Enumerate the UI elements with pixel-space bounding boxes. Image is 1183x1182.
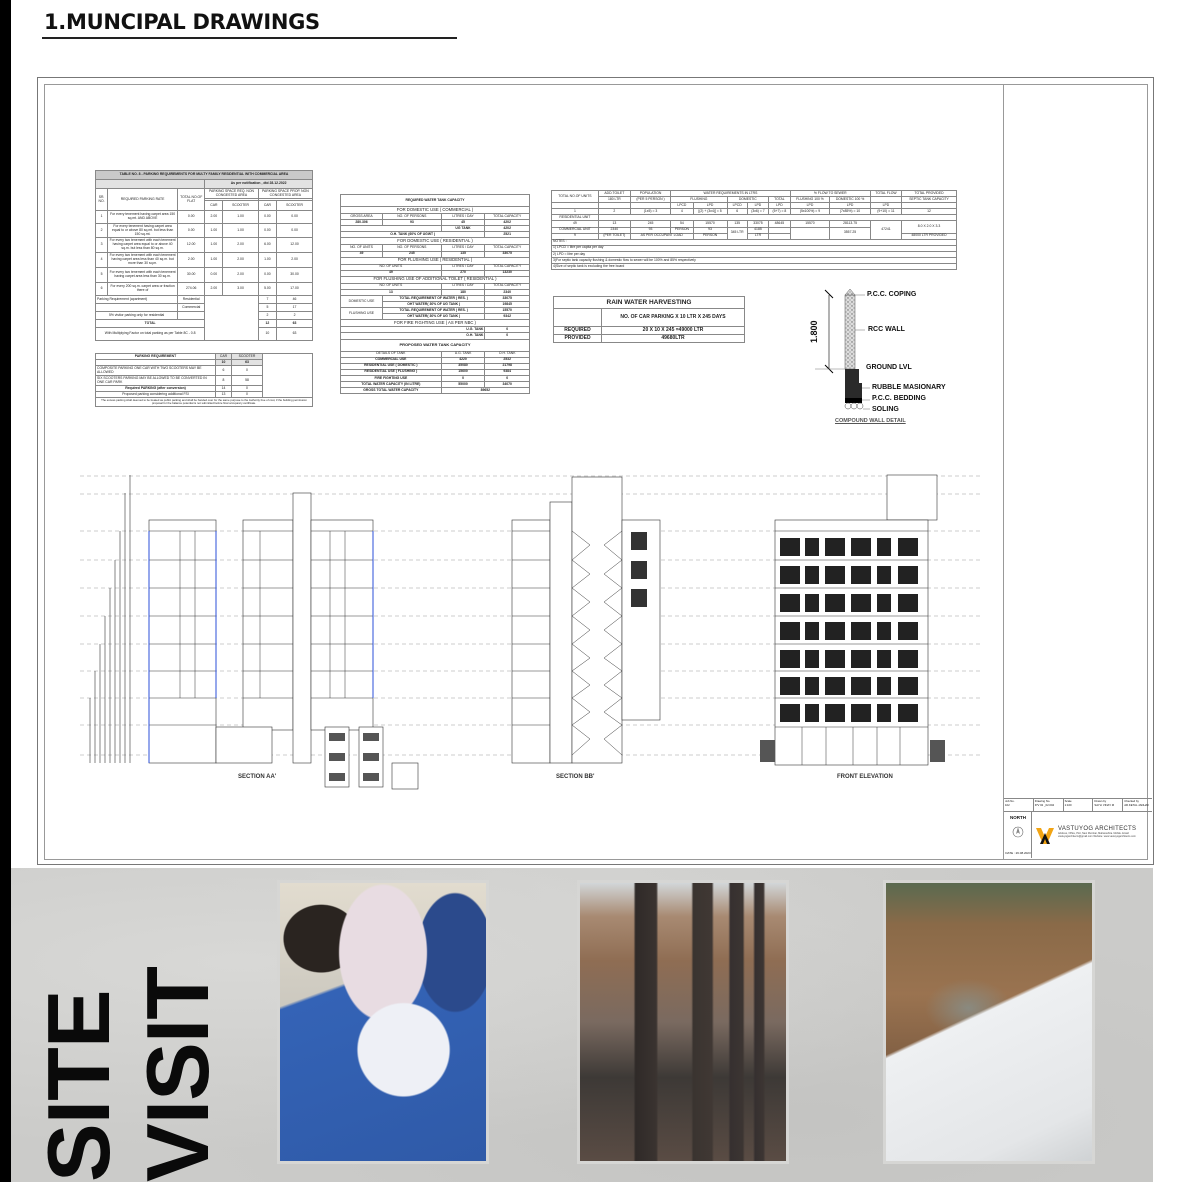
table-cell: LPD bbox=[870, 203, 901, 209]
table-cell bbox=[205, 296, 258, 341]
table-cell: 0 bbox=[231, 392, 262, 398]
col-group-req: PARKING SPACE REQ. NON CONGESTED AREA bbox=[205, 189, 258, 199]
table-cell: COMPOSITE PARKING ONE CAR WITH TWO SCOOTERS MAY BE ALLOWED bbox=[96, 366, 216, 376]
table-cell: 58 bbox=[231, 376, 262, 386]
table-row bbox=[96, 238, 313, 253]
drawn-by-cell: Drawn by SAYLI VINAY M bbox=[1093, 799, 1123, 811]
wall-detail-caption: COMPOUND WALL DETAIL bbox=[835, 418, 906, 424]
table-cell: TOTAL CAPACITY bbox=[485, 264, 530, 270]
table-cell: (PER 5 PERSON ) bbox=[630, 197, 670, 203]
table-cell: 2.00 bbox=[223, 253, 258, 268]
table-cell: 7 bbox=[258, 296, 276, 304]
table-row bbox=[96, 224, 313, 238]
table-cell: NO. OF UNITS bbox=[341, 264, 442, 270]
table-cell: (7x85%) = 10 bbox=[830, 209, 871, 215]
table-cell: 180 LTR bbox=[598, 197, 630, 203]
table-cell: 15570 bbox=[790, 221, 830, 227]
table-cell: 2.00 bbox=[223, 268, 258, 283]
table-cell: 1.00 bbox=[205, 224, 223, 238]
table-cell: 4185 bbox=[747, 227, 768, 233]
table-cell: (PER TOILET) bbox=[598, 233, 630, 239]
table-cell: LPD bbox=[747, 203, 768, 209]
table-cell: 17 bbox=[277, 304, 313, 312]
table-cell: Parking Requirement (apartment) bbox=[96, 296, 178, 304]
table-cell: REQUIRED WATER TANK CAPACITY bbox=[341, 195, 530, 207]
table-cell: 2.00 bbox=[205, 283, 223, 296]
table-cell: 12.00 bbox=[178, 238, 205, 253]
table-cell: LPD bbox=[830, 203, 871, 209]
left-accent-bar bbox=[0, 0, 11, 1182]
table-cell: 5% visitor parking only for residential bbox=[96, 312, 178, 320]
table-row bbox=[96, 211, 313, 224]
section-bb-label: SECTION BB' bbox=[556, 774, 595, 780]
title-block-divider bbox=[1003, 84, 1004, 860]
table-cell: TOTAL REQUIREMENT OF WATER ( RES. ) bbox=[383, 308, 485, 314]
table-cell: DOMESTIC bbox=[727, 197, 769, 203]
table-cell: GROSS AREA bbox=[341, 214, 383, 220]
table-cell: 89652 bbox=[441, 388, 529, 394]
north-label: NORTH bbox=[1010, 815, 1026, 820]
table-cell: 0.00 bbox=[178, 224, 205, 238]
notification-label: As per notification , dtd 28.12.2022 bbox=[205, 180, 313, 189]
table-row bbox=[96, 283, 313, 296]
table-cell: 135 bbox=[441, 251, 485, 257]
table-cell: FOR FLUSHING USE OF ADDITIONAL TOILET ( RESIDENTIAL ) bbox=[341, 276, 530, 283]
table-cell: PERSON bbox=[671, 227, 693, 233]
table-cell: 12 bbox=[258, 320, 276, 328]
table-cell: RESIDENTIAL UNIT bbox=[552, 215, 599, 221]
table-cell: 6 bbox=[727, 209, 747, 215]
table-cell: NO. OF CAR PARKING X 10 LTR X 245 DAYS bbox=[602, 309, 745, 327]
sections-and-elevation-icon bbox=[80, 465, 980, 790]
table-cell: 48000 LTR PROVIDED bbox=[902, 233, 957, 239]
table-cell: Proposed parking considering additional FSI bbox=[96, 392, 216, 398]
table-cell: DETAILS OF TANK bbox=[341, 351, 442, 357]
table-cell: 0.00 bbox=[258, 224, 276, 238]
table-cell: 245 bbox=[630, 221, 670, 227]
table-cell: DOMESTIC 100 % bbox=[830, 197, 871, 203]
firm-details: Address, Office, Plot, Navi Mumbai, Maharashtra. Mobile. Email: vastuyogarchitects@gmail.com Website: www.vastuyogarchitects.com bbox=[1058, 832, 1136, 839]
col-group-prop: PARKING SPACE PROP. NON CONGESTED AREA bbox=[258, 189, 312, 199]
table-cell: 49 bbox=[341, 270, 442, 276]
table-row bbox=[96, 312, 313, 320]
table-cell: 34070 bbox=[485, 382, 530, 388]
wall-height-dimension: 1.800 bbox=[809, 320, 819, 343]
site-visit-word-visit: VISIT bbox=[128, 966, 227, 1182]
table-cell: 6 bbox=[96, 283, 108, 296]
table-cell: 45 bbox=[441, 220, 485, 226]
label-soling: SOLING bbox=[872, 406, 899, 413]
table-row bbox=[96, 268, 313, 283]
table-cell: 2 bbox=[258, 312, 276, 320]
table-cell: 274.06 bbox=[178, 283, 205, 296]
table-cell: For every two tenement with each tenement having carpet area less than 40 sq.m. but more than 30 sq.m. bbox=[108, 253, 178, 268]
table-cell: 2.00 bbox=[277, 253, 313, 268]
col-car: CAR bbox=[258, 201, 276, 211]
col-rate: REQUIRED PARKING RATE bbox=[108, 189, 178, 211]
table-cell: 33075 bbox=[485, 251, 530, 257]
table-cell: 47241 bbox=[870, 221, 901, 239]
table-cell: 49 bbox=[341, 251, 383, 257]
scale-cell: Scale 1:100 bbox=[1064, 799, 1094, 811]
table-cell: 6.00 bbox=[258, 238, 276, 253]
table-cell: NO. OF UNITS bbox=[341, 245, 383, 251]
table-cell: AS PER OCCUPANT LOAD bbox=[630, 233, 693, 239]
table-cell: 8.0 X 2.0 X 3.3 bbox=[902, 221, 957, 233]
table-cell: 9342 bbox=[485, 314, 530, 320]
table-cell: 6 bbox=[216, 366, 232, 376]
table-cell: 12 bbox=[902, 209, 957, 215]
table-cell: TOTAL bbox=[769, 197, 791, 203]
table-cell: (5+7) = 8 bbox=[769, 209, 791, 215]
table-cell: For every two tenement with each tenement having carpet area less than 30 sq.m. bbox=[108, 268, 178, 283]
table-cell: For every 200 sq.m. carpet area or fraction there of bbox=[108, 283, 178, 296]
table-cell: LITRES / DAY bbox=[441, 214, 485, 220]
site-photo-foundation bbox=[577, 880, 789, 1164]
table-cell: 0.00 bbox=[205, 268, 223, 283]
table-cell: U.G. TANK bbox=[341, 327, 485, 333]
table-cell: DOMESTIC USE bbox=[341, 296, 383, 308]
table-cell: 21798 bbox=[485, 363, 530, 369]
table-cell: FLUSHING 100 % bbox=[790, 197, 830, 203]
table-cell: (3x6) = 7 bbox=[747, 209, 768, 215]
table-cell: WATER REQUIREMENTS IN LTRS bbox=[671, 191, 791, 197]
drawing-no-cell: Drawing No. P/V 02 _02.004 bbox=[1034, 799, 1064, 811]
table-cell: 0.00 bbox=[258, 211, 276, 224]
table-cell: U.G. TANK bbox=[441, 351, 485, 357]
table-cell: 2) LPD = litre per day bbox=[552, 251, 957, 257]
table-cell: NO. OF UNITS bbox=[341, 283, 442, 289]
table-cell: 17.00 bbox=[277, 283, 313, 296]
table-cell: 48645 bbox=[769, 221, 791, 227]
table-cell: 1 bbox=[552, 209, 599, 215]
table-cell: FOR FLUSHING USE ( RESIDENTIAL ) bbox=[341, 257, 530, 264]
parking-requirements-table bbox=[95, 170, 313, 341]
col-scooter: SCOOTER bbox=[223, 201, 258, 211]
table-cell: TOTAL CAPACITY bbox=[485, 214, 530, 220]
table-cell: LITRES / DAY bbox=[441, 245, 485, 251]
table-cell: 2340 bbox=[598, 227, 630, 233]
table-cell: 2.00 bbox=[205, 211, 223, 224]
table-cell: UG TANK bbox=[441, 226, 485, 232]
table-row bbox=[96, 253, 313, 268]
table-cell: 4202 bbox=[485, 220, 530, 226]
table-cell: LPCD bbox=[727, 203, 747, 209]
table-cell: 2.00 bbox=[178, 253, 205, 268]
rain-water-harvesting-table bbox=[553, 296, 745, 343]
table-cell: 3)For septic tank capacity flushing & domestic flow to sewer will be 100% and 85% respectively bbox=[552, 258, 957, 264]
table-cell: 12.00 bbox=[277, 238, 313, 253]
table-cell: 49 bbox=[552, 221, 599, 227]
table-cell: PARKING REQUIREMENT bbox=[96, 354, 216, 360]
table-cell: RAIN WATER HARVESTING bbox=[554, 297, 745, 309]
building-drawings bbox=[80, 465, 980, 790]
table-cell: TOTAL FLOW bbox=[870, 191, 901, 197]
sewer-flow-table bbox=[551, 190, 957, 270]
table-cell: LTR bbox=[747, 233, 768, 239]
table-cell: ADD.TOILET bbox=[598, 191, 630, 197]
table-cell: FIRE FIGHTING USE bbox=[341, 375, 442, 381]
table-cell: 63 bbox=[231, 360, 262, 366]
table-cell: 5.00 bbox=[258, 283, 276, 296]
firm-name: VASTUYOG ARCHITECTS bbox=[1058, 826, 1137, 832]
table-cell: 15600 bbox=[441, 369, 485, 375]
parking-requirement-table bbox=[95, 353, 313, 407]
table-cell: 3557.25 bbox=[830, 227, 871, 239]
table-cell: 2 bbox=[598, 209, 630, 215]
table-cell: PERSON bbox=[693, 233, 727, 239]
table-cell: 13 bbox=[341, 289, 442, 295]
table-cell: LPD bbox=[790, 203, 830, 209]
table-cell: 63 bbox=[277, 328, 313, 341]
date-label: DATE : 26.08.2023 bbox=[1005, 851, 1031, 855]
col-scooter: SCOOTER bbox=[277, 201, 313, 211]
table-cell: 135 bbox=[727, 221, 747, 227]
job-no-cell: Job No. 102 bbox=[1004, 799, 1034, 811]
table-cell: 4 bbox=[96, 253, 108, 268]
table-cell: SEPTIC TANK CAPACITY bbox=[902, 197, 957, 203]
table-cell: 4 bbox=[671, 209, 693, 215]
table-cell: POPULATION bbox=[630, 191, 670, 197]
table-cell: 1.00 bbox=[205, 238, 223, 253]
north-arrow-icon bbox=[1012, 826, 1024, 838]
table-cell: 4)Size of septic tank is excluding the free board bbox=[552, 264, 957, 270]
table-cell bbox=[554, 309, 602, 327]
table-cell: (1x5) = 3 bbox=[630, 209, 670, 215]
table-cell: 13 bbox=[598, 221, 630, 227]
table-cell: 93 bbox=[630, 227, 670, 233]
table-cell: 1.00 bbox=[258, 253, 276, 268]
table-cell: For every tenement having carpet area 150 sq.mt. AND ABOVE bbox=[108, 211, 178, 224]
label-rubble-masonry: RUBBLE MASIONARY bbox=[872, 384, 946, 391]
table-cell: NOTES : bbox=[552, 239, 957, 245]
table-cell: 13230 bbox=[485, 270, 530, 276]
table-cell: For every two tenement with each tenement having carpet area equal to or above 40 sq.m. but less than 80 sq.m. bbox=[108, 238, 178, 253]
page-title: 1.MUNCIPAL DRAWINGS bbox=[44, 10, 320, 34]
table-cell: CAR bbox=[216, 354, 232, 360]
table-cell: 2.00 bbox=[223, 238, 258, 253]
table-cell: 20 X 10 X 245 =49000 LTR bbox=[602, 327, 745, 335]
table-cell: FOR DOMESTIC USE ( COMMERCIAL ) bbox=[341, 207, 530, 214]
table-cell: 1.00 bbox=[223, 224, 258, 238]
table-cell: % FLOW TO SEWER bbox=[790, 191, 870, 197]
table-cell: 3.00 bbox=[223, 283, 258, 296]
table-cell: TOTAL bbox=[96, 320, 205, 328]
label-rcc-wall: RCC WALL bbox=[868, 326, 905, 333]
table-cell: (9+10) = 11 bbox=[870, 209, 901, 215]
table-cell: PROPOSED WATER TANK CAPACITY bbox=[341, 339, 530, 351]
table-cell: 14 bbox=[216, 386, 232, 392]
table-cell: 0.00 bbox=[258, 268, 276, 283]
table-cell: PROVIDED bbox=[554, 334, 602, 342]
table-cell: 63 bbox=[277, 320, 313, 328]
table-cell: 30.00 bbox=[178, 268, 205, 283]
table-cell: 1 bbox=[96, 211, 108, 224]
table-footnote: The excess parking shall deemed to be treated as public parking and shall be handed over for the same purpose to the Authority free of cost, if the building permission proposal for the balance potential is not submitted before final occupancy certificate. bbox=[96, 398, 313, 407]
table-cell: 30.00 bbox=[277, 268, 313, 283]
table-cell: LITRES / DAY bbox=[441, 283, 485, 289]
table-cell: 2340 bbox=[485, 289, 530, 295]
table-cell: 345 LTR bbox=[727, 227, 747, 239]
table-cell: 46 bbox=[277, 296, 313, 304]
table-cell: OHT WATER( 30% OF UG TANK ) bbox=[383, 314, 485, 320]
table-cell bbox=[96, 180, 205, 189]
table-cell: FLUSHING bbox=[671, 197, 727, 203]
table-title: TABLE NO. 8 - PARKING REQUIREMENTS FOR MULTY FAMILY RESIDENTIAL WITH COMMERCIAL AREA bbox=[96, 171, 313, 180]
table-cell: FOR DOMESTIC USE ( RESIDENTIAL ) bbox=[341, 238, 530, 245]
table-cell bbox=[263, 354, 313, 398]
table-cell: 0 bbox=[231, 386, 262, 392]
site-photo-drawing-on-site bbox=[883, 880, 1095, 1164]
table-cell: 13 bbox=[216, 392, 232, 398]
table-cell: 49680LTR bbox=[602, 334, 745, 342]
table-cell: 93 bbox=[693, 227, 727, 233]
compound-wall-detail bbox=[809, 285, 955, 430]
site-visit-word-site: SITE bbox=[29, 990, 128, 1182]
table-cell: 2532 bbox=[485, 357, 530, 363]
table-cell: 55000 bbox=[441, 382, 485, 388]
table-cell: 5 bbox=[258, 304, 276, 312]
table-cell: [(2) + (3x4)] = 5 bbox=[693, 209, 727, 215]
table-cell: 4202 bbox=[485, 226, 530, 232]
table-cell: With Multiplying Factor on total parking as per Table 8C - 0.8 bbox=[96, 328, 205, 341]
table-cell: 33075 bbox=[747, 221, 768, 227]
table-cell: 15570 bbox=[693, 221, 727, 227]
site-photo-review bbox=[277, 880, 489, 1164]
north-block bbox=[1004, 812, 1032, 858]
firm-logo-icon bbox=[1036, 828, 1054, 844]
table-cell: 0.00 bbox=[277, 224, 313, 238]
table-cell: SIX SCOOTERS PARKING MAY BE ALLOWED TO BE CONVERTED IN ONE CAR PARK bbox=[96, 376, 216, 386]
table-cell: Commercial bbox=[178, 304, 205, 312]
table-cell: 35080 bbox=[441, 363, 485, 369]
table-row bbox=[96, 328, 313, 341]
table-cell: TOTAL NO.OF UNITS bbox=[552, 191, 599, 203]
table-cell: 15570 bbox=[485, 308, 530, 314]
table-cell: RESIDENTIAL USE ( DOMESTIC ) bbox=[341, 363, 442, 369]
col-sr: SR. NO. bbox=[96, 189, 108, 211]
table-cell: TOTAL CAPACITY bbox=[485, 245, 530, 251]
table-cell: 0.00 bbox=[277, 211, 313, 224]
table-cell: 280.306 bbox=[341, 220, 383, 226]
table-cell: 1.00 bbox=[223, 211, 258, 224]
table-cell: LPCD bbox=[671, 203, 693, 209]
table-cell: 33075 bbox=[485, 296, 530, 302]
table-cell: TOTAL PROVIDED bbox=[902, 191, 957, 197]
table-cell: O.H. TANK bbox=[341, 333, 485, 339]
title-underline bbox=[42, 37, 457, 39]
table-cell: 1.00 bbox=[205, 253, 223, 268]
table-cell: (5x100%) = 9 bbox=[790, 209, 830, 215]
table-cell: TOTAL REQUIREMENT OF WATER ( RES. ) bbox=[383, 296, 485, 302]
table-cell: LITRES / DAY bbox=[441, 264, 485, 270]
table-cell: FLUSHING USE bbox=[341, 308, 383, 320]
table-cell: 54 bbox=[671, 221, 693, 227]
col-car: CAR bbox=[205, 201, 223, 211]
table-cell: 2 bbox=[277, 312, 313, 320]
table-row bbox=[96, 304, 313, 312]
table-cell: 0 bbox=[231, 366, 262, 376]
table-cell: OHT WATER( 30% OF UG TANK ) bbox=[383, 302, 485, 308]
table-cell: 4220 bbox=[441, 357, 485, 363]
section-aa-label: SECTION AA' bbox=[238, 774, 277, 780]
label-ground-level: GROUND LVL bbox=[866, 364, 912, 371]
table-cell bbox=[178, 312, 205, 320]
table-cell: RESIDENTIAL USE ( FLUSHING ) bbox=[341, 369, 442, 375]
table-cell: For every tenement having carpet area equal to or above 80 sq.mt. but less than 150 sq.mt. bbox=[108, 224, 178, 238]
table-cell: O.H. TANK (60% OF UGWT ) bbox=[341, 232, 485, 238]
table-cell: 2521 bbox=[485, 232, 530, 238]
label-pcc-bedding: P.C.C. BEDDING bbox=[872, 395, 926, 402]
label-pcc-coping: P.C.C. COPING bbox=[867, 291, 917, 298]
table-cell: LPD bbox=[693, 203, 727, 209]
table-cell: Residential bbox=[178, 296, 205, 304]
water-tank-capacity-table bbox=[340, 194, 530, 394]
table-cell: O.H. TANK bbox=[485, 351, 530, 357]
table-cell: Required PARKING (after conversion) bbox=[96, 386, 216, 392]
table-cell: 5 bbox=[96, 268, 108, 283]
checked-by-cell: Checked by AR.KETAL JADHAV bbox=[1124, 799, 1150, 807]
table-cell: COMMERCIAL UNIT bbox=[552, 227, 599, 233]
site-visit-section bbox=[11, 868, 1153, 1182]
front-elevation-label: FRONT ELEVATION bbox=[837, 774, 893, 780]
table-cell: 28113.75 bbox=[830, 221, 871, 227]
table-cell: 270 bbox=[441, 270, 485, 276]
table-cell: SCOOTER bbox=[231, 354, 262, 360]
table-cell: 1) LPCD = litre per capita per day bbox=[552, 245, 957, 251]
table-cell: 0 bbox=[485, 375, 530, 381]
table-cell: 10 bbox=[258, 328, 276, 341]
table-cell: COMMERCIAL USE bbox=[341, 357, 442, 363]
table-cell: 8 bbox=[216, 376, 232, 386]
table-cell bbox=[790, 227, 830, 239]
title-block bbox=[1004, 798, 1152, 860]
table-cell: 9384 bbox=[485, 369, 530, 375]
table-cell: REQUIRED bbox=[554, 327, 602, 335]
table-cell: TOTAL CAPACITY bbox=[485, 283, 530, 289]
table-cell: 3 bbox=[96, 238, 108, 253]
table-cell: 10 bbox=[216, 360, 232, 366]
table-row bbox=[96, 296, 313, 304]
table-cell: 0 bbox=[485, 327, 530, 333]
table-cell: NO. OF PERSONS bbox=[383, 214, 442, 220]
table-cell: 93 bbox=[383, 220, 442, 226]
table-cell: 245 bbox=[383, 251, 442, 257]
table-cell: TOTAL WATER CAPACITY (IN LITRE) bbox=[341, 382, 442, 388]
table-cell: GROSS TOTAL WATER CAPACITY bbox=[341, 388, 442, 394]
table-cell: 9 bbox=[552, 233, 599, 239]
table-cell: 0.00 bbox=[178, 211, 205, 224]
table-cell: NO. OF PERSONS bbox=[383, 245, 442, 251]
table-row bbox=[96, 320, 313, 328]
table-cell: 0 bbox=[485, 333, 530, 339]
table-cell: 0 bbox=[441, 375, 485, 381]
table-cell: LPD bbox=[769, 203, 791, 209]
col-flats: TOTAL NO.OF FLAT bbox=[178, 189, 205, 211]
table-cell: 19845 bbox=[485, 302, 530, 308]
table-cell: 180 bbox=[441, 289, 485, 295]
table-cell: 2 bbox=[96, 224, 108, 238]
table-cell bbox=[96, 304, 178, 312]
table-cell: FOR FIRE FIGHTING USE ( AS PER NBC ) bbox=[341, 320, 530, 327]
